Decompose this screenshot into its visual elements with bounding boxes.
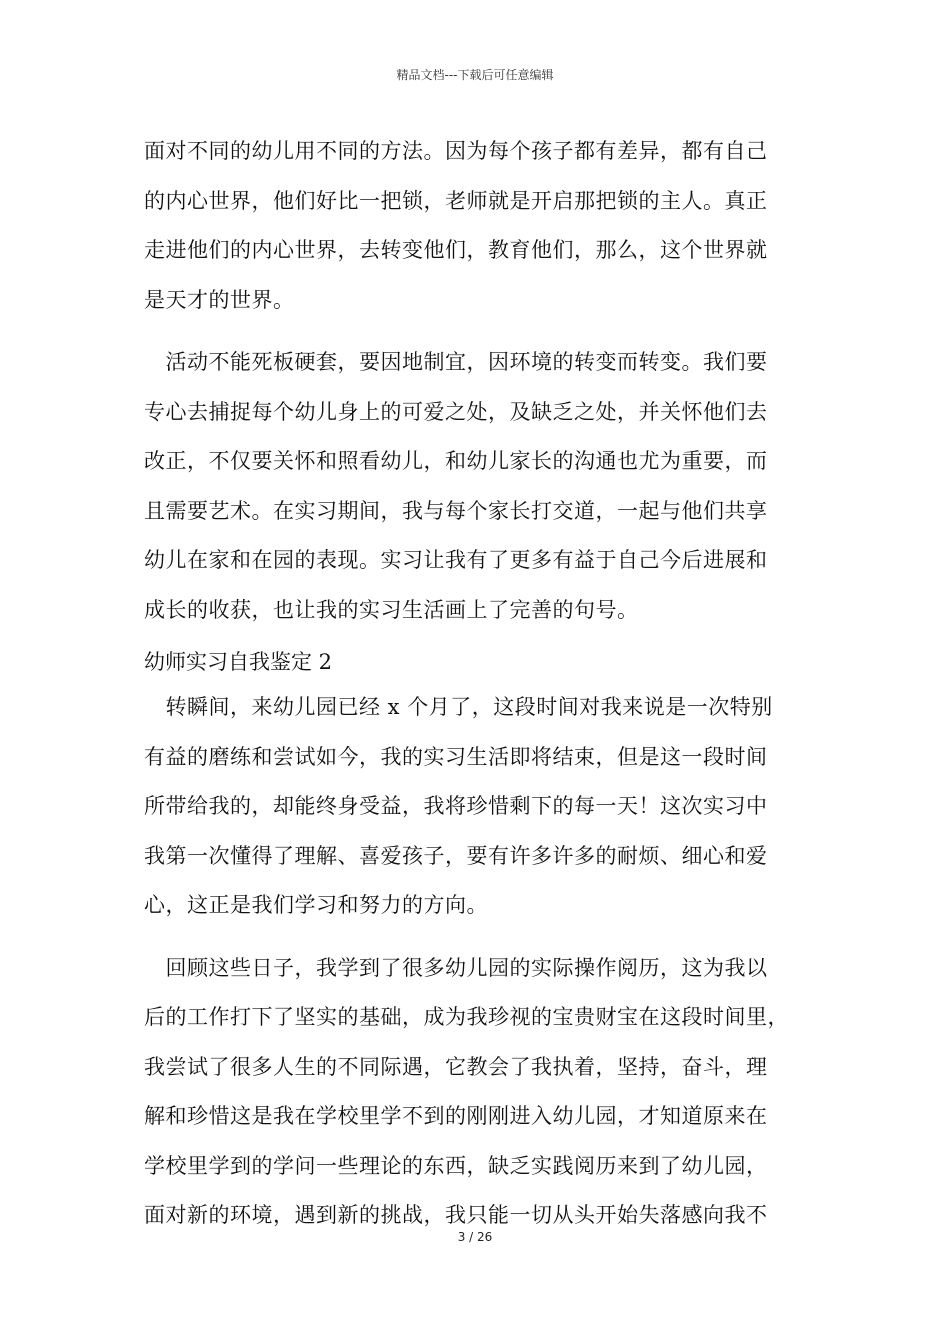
paragraph-line: 解和珍惜这是我在学校里学不到的刚刚进入幼儿园，才知道原来在 <box>144 1104 768 1128</box>
page-header: 精品文档---下载后可任意编辑 <box>396 68 554 82</box>
paragraph-line: 成长的收获，也让我的实习生活画上了完善的句号。 <box>144 597 639 622</box>
paragraph-line: 学校里学到的学问一些理论的东西，缺乏实践阅历来到了幼儿园， <box>144 1153 768 1178</box>
paragraph-line: 的内心世界，他们好比一把锁，老师就是开启那把锁的主人。真正 <box>144 188 768 213</box>
paragraph-line: 活动不能死板硬套，要因地制宜，因环境的转变而转变。我们要 <box>144 350 768 374</box>
paragraph-4 <box>144 944 810 1241</box>
paragraph-line: 面对不同的幼儿用不同的方法。因为每个孩子都有差异，都有自己 <box>144 139 768 163</box>
paragraph-line: 心，这正是我们学习和努力的方向。 <box>144 893 488 917</box>
paragraph-line: 面对新的环境，遇到新的挑战，我只能一切从头开始失落感向我不 <box>144 1203 768 1227</box>
paragraph-line: 是天才的世界。 <box>144 287 295 312</box>
paragraph-line: 有益的磨练和尝试如今，我的实习生活即将结束，但是这一段时间 <box>144 744 768 769</box>
paragraph-2 <box>144 338 810 635</box>
paragraph-line: 改正，不仅要关怀和照看幼儿，和幼儿家长的沟通也尤为重要，而 <box>144 449 768 473</box>
page-indicator: 3 / 26 <box>457 1230 493 1244</box>
paragraph-line: 所带给我的，却能终身受益，我将珍惜剩下的每一天！这次实习中 <box>144 794 768 818</box>
paragraph-line: 转瞬间，来幼儿园已经 x 个月了，这段时间对我来说是一次特别 <box>144 695 773 719</box>
paragraph-line: 我尝试了很多人生的不同际遇，它教会了我执着，坚持，奋斗，理 <box>144 1054 768 1079</box>
paragraph-line: 走进他们的内心世界，去转变他们，教育他们，那么，这个世界就 <box>144 238 768 262</box>
paragraph-line: 回顾这些日子，我学到了很多幼儿园的实际操作阅历，这为我以 <box>144 955 768 980</box>
section-heading: 幼师实习自我鉴定 2 <box>144 650 333 674</box>
paragraph-line: 我第一次懂得了理解、喜爱孩子，要有许多许多的耐烦、细心和爱 <box>144 843 768 868</box>
paragraph-3 <box>144 683 810 931</box>
paragraph-line: 专心去捕捉每个幼儿身上的可爱之处，及缺乏之处，并关怀他们去 <box>144 399 768 424</box>
paragraph-1 <box>144 127 810 325</box>
paragraph-line: 后的工作打下了坚实的基础，成为我珍视的宝贵财宝在这段时间里， <box>144 1005 789 1029</box>
paragraph-line: 幼儿在家和在园的表现。实习让我有了更多有益于自己今后进展和 <box>144 548 768 572</box>
document-body <box>144 127 810 1241</box>
paragraph-line: 且需要艺术。在实习期间，我与每个家长打交道，一起与他们共享 <box>144 498 768 523</box>
